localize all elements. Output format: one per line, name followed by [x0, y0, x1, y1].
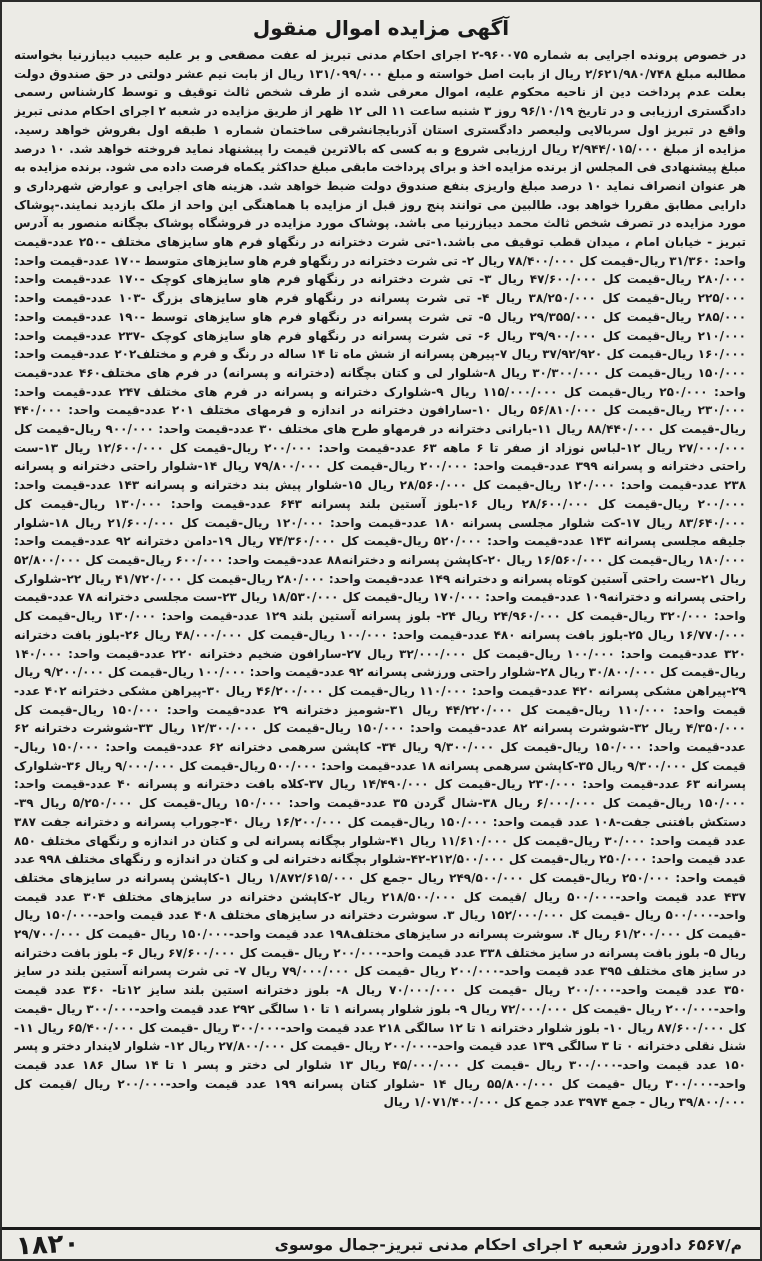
- notice-footer: [2, 1227, 760, 1259]
- handwritten-mark: ۱۸۲۰: [15, 1227, 81, 1261]
- officer-signature-line: م/۶۵۶۷ دادورز شعبه ۲ اجرای احکام مدنی تبریز-جمال موسوی: [274, 1235, 742, 1254]
- notice-title: آگهی مزایده اموال منقول: [252, 16, 510, 40]
- notice-body: در خصوص پرونده اجرایی به شماره ۹۶۰۰۷۵-۲ اجرای احکام مدنی تبریز له عفت مصقعی و بر علیه حبیب دیبازرنیا بخواسته مطالبه مبلغ ۲/۶۲۱/۹۸۰/۷۴۸ ریال از بابت اصل خواسته و مبلغ ۱۳۱/۰۹۹/۰۰۰ ریال از بابت نیم عشر دولتی در حق صندوق دولت بعلت عدم پرداخت دین از ناحیه محکوم علیه، اموال معرفی شده از طرف شخص ثالث توقیف و توسط کارشناس رسمی دادگستری ارزیابی و در تاریخ ۹۶/۱۰/۱۹ روز ۳ شنبه ساعت ۱۱ الی ۱۲ ظهر از طریق مزایده در شعبه ۲ اجرای احکام مدنی تبریز واقع در تبریز اول سربالایی ولیعصر دادگستری استان آذربایجانشرقی ساختمان شماره ۱ طبقه اول بفروش خواهد رسید. مزایده از مبلغ ۲/۹۴۴/۰۱۵/۰۰۰ ریال ارزیابی شروع و به کسی که بالاترین قیمت را پیشنهاد نماید فروخته خواهد شد. ۱۰ درصد مبلغ پیشنهادی فی المجلس از برنده مزایده اخذ و برای پرداخت مابقی مبلغ حداکثر یکماه فرصت داده می شود. برنده مزایده به هر عنوان انصراف نماید ۱۰ درصد مبلغ واریزی بنفع صندوق دولت ضبط خواهد شد. هزینه های اجرایی و عوارض شهرداری و دارایی مطابق مقررا خواهد بود. طالبین می توانند پنج روز قبل از مزایده با هماهنگی این واحد از ملک بازدید نمایند.-پوشاک مورد مزایده در تصرف شخص ثالث محمد دیبازرنیا می باشد. پوشاک مورد مزایده در فروشگاه پوشاک بچگانه منصور به آدرس تبریز - خیابان امام ، میدان قطب توقیف می باشد.۱-تی شرت دخترانه در رنگهاو فرم هاو سایزهای مختلف -۲۵۰ عدد-قیمت واحد: ۳۱/۳۶۰ ریال-قیمت کل ۷۸/۴۰۰/۰۰۰ ریال ۲- تی شرت دخترانه در رنگهاو فرم هاو سایزهای متوسط -۱۷۰ عدد-قیمت واحد: ۲۸۰/۰۰۰ ریال-قیمت کل ۴۷/۶۰۰/۰۰۰ ریال ۳- تی شرت دخترانه در رنگهاو فرم هاو سایزهای کوچک -۱۷۰ عدد-قیمت واحد: ۲۲۵/۰۰۰ ریال-قیمت کل ۳۸/۲۵۰/۰۰۰ ریال ۴- تی شرت پسرانه در رنگهاو فرم هاو سایزهای بزرگ -۱۰۳ عدد-قیمت واحد: ۲۸۵/۰۰۰ ریال-قیمت کل ۲۹/۳۵۵/۰۰۰ ریال ۵- تی شرت پسرانه در رنگهاو فرم هاو سایزهای توسط -۱۹۰ عدد-قیمت واحد: ۲۱۰/۰۰۰ ریال-قیمت کل ۳۹/۹۰۰/۰۰۰ ریال ۶- تی شرت پسرانه در رنگهاو فرم هاو سایزهای کوچک -۲۳۷ عدد-قیمت واحد: ۱۶۰/۰۰۰ ریال-قیمت کل ۳۷/۹۲/۹۲۰ ریال ۷-پیرهن پسرانه از شش ماه تا ۱۴ ساله در رنگ و فرم و مختلف۲۰۲ عدد-قیمت واحد: ۱۵۰/۰۰۰ ریال-قیمت کل ۳۰/۳۰۰/۰۰۰ ریال ۸-شلوار لی و کتان بچگانه (دخترانه و پسرانه) در فرم های مختلف۴۶۰ عدد-قیمت واحد: ۲۵۰/۰۰۰ ریال-قیمت کل ۱۱۵/۰۰۰/۰۰۰ ریال ۹-شلوارک دخترانه و پسرانه در فرم های مختلف ۲۴۷ عدد-قیمت واحد: ۲۳۰/۰۰۰ ریال-قیمت کل ۵۶/۸۱۰/۰۰۰ ریال ۱۰-سارافون دخترانه در اندازه و فرمهای مختلف ۲۰۱ عدد-قیمت واحد: ۴۴۰/۰۰۰ ریال-قیمت کل ۸۸/۴۴۰/۰۰۰ ریال ۱۱-بارانی دخترانه در فرمهاو طرح های مختلف ۳۰ عدد-قیمت واحد: ۹۰۰/۰۰۰ ریال-قیمت کل ۲۷/۰۰۰/۰۰۰ ریال ۱۲-لباس نوزاد از صفر تا ۶ ماهه ۶۳ عدد-قیمت واحد: ۲۰۰/۰۰۰ ریال-قیمت کل ۱۲/۶۰۰/۰۰۰ ریال ۱۳-ست راحتی دخترانه و پسرانه ۳۹۹ عدد-قیمت واحد: ۲۰۰/۰۰۰ ریال-قیمت کل ۷۹/۸۰۰/۰۰۰ ریال ۱۴-شلوار راحتی دخترانه و پسرانه ۲۳۸ عدد-قیمت واحد: ۱۲۰/۰۰۰ ریال-قیمت کل ۲۸/۵۶۰/۰۰۰ ریال ۱۵-شلوار پیش بند دخترانه و پسرانه ۱۴۳ عدد-قیمت واحد: ۲۰۰/۰۰۰ ریال-قیمت کل ۲۸/۶۰۰/۰۰۰ ریال ۱۶-بلوز آستین بلند پسرانه ۶۴۳ عدد-قیمت واحد: ۱۳۰/۰۰۰ ریال-قیمت کل ۸۳/۶۴۰/۰۰۰ ریال ۱۷-کت شلوار مجلسی پسرانه ۱۸۰ عدد-قیمت واحد: ۱۲۰/۰۰۰ ریال-قیمت کل ۲۱/۶۰۰/۰۰۰ ریال ۱۸-شلوار جلیقه مجلسی پسرانه ۱۴۳ عدد-قیمت واحد: ۵۲۰/۰۰۰ ریال-قیمت کل ۷۴/۳۶۰/۰۰۰ ریال ۱۹-دامن دخترانه ۹۲ عدد-قیمت واحد: ۱۸۰/۰۰۰ ریال-قیمت کل ۱۶/۵۶۰/۰۰۰ ریال ۲۰-کاپشن پسرانه و دخترانه۸۸ عدد-قیمت واحد: ۶۰۰/۰۰۰ ریال-قیمت کل ۵۲/۸۰۰/۰۰۰ ریال ۲۱-ست راحتی آستین کوتاه پسرانه و دخترانه ۱۴۹ عدد-قیمت واحد: ۲۸۰/۰۰۰ ریال-قیمت کل ۴۱/۷۲۰/۰۰۰ ریال ۲۲-شلوارک راحتی پسرانه و دخترانه۱۰۹ عدد-قیمت واحد: ۱۷۰/۰۰۰ ریال-قیمت کل ۱۸/۵۳۰/۰۰۰ ریال ۲۳-ست مجلسی دخترانه ۷۸ عدد-قیمت واحد: ۳۲۰/۰۰۰ ریال-قیمت کل ۲۴/۹۶۰/۰۰۰ ریال ۲۴- بلوز پسرانه آستین بلند ۱۲۹ عدد-قیمت واحد: ۱۳۰/۰۰۰ ریال-قیمت کل ۱۶/۷۷۰/۰۰۰ ریال ۲۵-بلوز بافت پسرانه ۴۸۰ عدد-قیمت واحد: ۱۰۰/۰۰۰ ریال-قیمت کل ۴۸/۰۰۰/۰۰۰ ریال ۲۶-بلوز بافت دخترانه ۳۲۰ عدد-قیمت واحد: ۱۰۰/۰۰۰ ریال-قیمت کل ۳۲/۰۰۰/۰۰۰ ریال ۲۷-سارافون ضخیم دخترانه ۲۲۰ عدد-قیمت واحد: ۱۴۰/۰۰۰ ریال-قیمت کل ۳۰/۸۰۰/۰۰۰ ریال ۲۸-شلوار راحتی ورزشی پسرانه ۹۲ عدد-قیمت واحد: ۱۰۰/۰۰۰ ریال-قیمت کل ۹/۲۰۰/۰۰۰ ریال ۲۹-پیراهن مشکی پسرانه ۴۲۰ عدد-قیمت واحد: ۱۱۰/۰۰۰ ریال-قیمت کل ۴۶/۲۰۰/۰۰۰ ریال ۳۰-پیراهن مشکی دخترانه ۴۰۲ عدد-قیمت واحد: ۱۱۰/۰۰۰ ریال-قیمت کل ۴۴/۲۲۰/۰۰۰ ریال ۳۱-شومیز دخترانه ۲۹ عدد-قیمت واحد: ۱۵۰/۰۰۰ ریال-قیمت کل ۴/۳۵۰/۰۰۰ ریال ۳۲-شوشرت پسرانه ۸۲ عدد-قیمت واحد: ۱۵۰/۰۰۰ ریال-قیمت کل ۱۲/۳۰۰/۰۰۰ ریال ۳۳-شوشرت دخترانه ۶۲ عدد-قیمت واحد: ۱۵۰/۰۰۰ ریال-قیمت کل ۹/۳۰۰/۰۰۰ ریال ۳۴- کاپشن سرهمی دخترانه ۶۲ عدد-قیمت واحد: ۱۵۰/۰۰۰ ریال-قیمت کل ۹/۳۰۰/۰۰۰ ریال ۳۵-کاپشن سرهمی پسرانه ۱۸ عدد-قیمت واحد: ۵۰۰/۰۰۰ ریال-قیمت کل ۹/۰۰۰/۰۰۰ ریال ۳۶-شلوارک پسرانه ۶۳ عدد-قیمت واحد: ۲۳۰/۰۰۰ ریال-قیمت کل ۱۴/۴۹۰/۰۰۰ ریال ۳۷-کلاه بافت دخترانه و پسرانه ۴۰ عدد-قیمت واحد: ۱۵۰/۰۰۰ ریال-قیمت کل ۶/۰۰۰/۰۰۰ ریال ۳۸-شال گردن ۳۵ عدد-قیمت واحد: ۱۵۰/۰۰۰ ریال-قیمت کل ۵/۲۵۰/۰۰۰ ریال ۳۹-دستکش بافتنی جفت-۱۰۸ عدد قیمت واحد: ۱۵۰/۰۰۰ ریال-قیمت کل ۱۶/۲۰۰/۰۰۰ ریال ۴۰-جوراب پسرانه و دخترانه جفت ۳۸۷ عدد قیمت واحد: ۳۰/۰۰۰ ریال-قیمت کل ۱۱/۶۱۰/۰۰۰ ریال ۴۱-شلوار بچگانه پسرانه لی و کتان در اندازه و رنگهای مختلف ۸۵۰ عدد قیمت واحد: ۲۵۰/۰۰۰ ریال-قیمت کل ۲۱۲/۵۰۰/۰۰۰-۴۲-شلوار بچگانه دخترانه لی و کتان در اندازه و رنگهای مختلف ۹۹۸ عدد قیمت واحد: ۲۵۰/۰۰۰ ریال-قیمت کل ۲۴۹/۵۰۰/۰۰۰ ریال -جمع کل ۱/۸۷۲/۶۱۵/۰۰۰ ریال ۱-کاپشن پسرانه در سایزهای مختلف ۴۳۷ عدد قیمت واحد-۵۰۰/۰۰۰ ریال /قیمت کل ۲۱۸/۵۰۰/۰۰۰ ریال ۲-کاپشن دخترانه در سایزهای مختلف ۳۰۴ عدد قیمت واحد-۵۰۰/۰۰۰ ریال -قیمت کل ۱۵۲/۰۰۰/۰۰۰ ریال ۳. سوشرت دخترانه در سایزهای مختلف ۴۰۸ عدد قیمت واحد-۱۵۰/۰۰۰ ریال -قیمت کل ۶۱/۲۰۰/۰۰۰ ریال ۴. سوشرت پسرانه در سایزهای مختلف۱۹۸ عدد قیمت واحد-۱۵۰/۰۰۰ ریال -قیمت کل ۲۹/۷۰۰/۰۰۰ ریال ۵- بلوز بافت پسرانه در سایز مختلف ۳۳۸ عدد قیمت واحد-۲۰۰/۰۰۰ ریال -قیمت کل ۶۷/۶۰۰/۰۰۰ ریال ۶- بلوز بافت دخترانه در سایز های مختلف ۳۹۵ عدد قیمت واحد-۲۰۰/۰۰۰ ریال -قیمت کل ۷۹/۰۰۰/۰۰۰ ریال ۷- تی شرت پسرانه آستین بلند در سایز ۳۵۰ عدد قیمت واحد-۲۰۰/۰۰۰ ریال -قیمت کل ۷۰/۰۰۰/۰۰۰ ریال ۸- بلوز دخترانه استین بلند سایز ۱۲تا- ۳۶۰ عدد قیمت واحد-۲۰۰/۰۰۰ ریال -قیمت کل ۷۲/۰۰۰/۰۰۰ ریال ۹- بلوز شلوار پسرانه ۱ تا ۱۰ سالگی ۲۹۲ عدد قیمت واحد-۳۰۰/۰۰۰ ریال -قیمت کل ۸۷/۶۰۰/۰۰۰ ریال ۱۰- بلوز شلوار دخترانه ۱ تا ۱۲ سالگی ۲۱۸ عدد قیمت واحد-۳۰۰/۰۰۰ ریال -قیمت کل ۶۵/۴۰۰/۰۰۰ ریال ۱۱- شنل نقلی دخترانه ۰ تا ۳ سالگی ۱۳۹ عدد قیمت واحد-۲۰۰/۰۰۰ ریال -قیمت کل ۲۷/۸۰۰/۰۰۰ ریال ۱۲- شلوار لایندار دختر و پسر ۱۵۰ عدد قیمت واحد-۳۰۰/۰۰۰ ریال -قیمت کل ۴۵/۰۰۰/۰۰۰ ریال ۱۳ شلوار لی دختر و پسر ۱ تا ۱۴ سال ۱۸۶ عدد قیمت واحد-۳۰۰/۰۰۰ ریال -قیمت کل ۵۵/۸۰۰/۰۰۰ ریال ۱۴ -شلوار کتان پسرانه ۱۹۹ عدد قیمت واحد-۲۰۰/۰۰۰ ریال /قیمت کل ۳۹/۸۰۰/۰۰۰ ریال - جمع ۳۹۷۴ عدد جمع کل ۱/۰۷۱/۴۰۰/۰۰۰ ریال: [14, 48, 746, 1110]
